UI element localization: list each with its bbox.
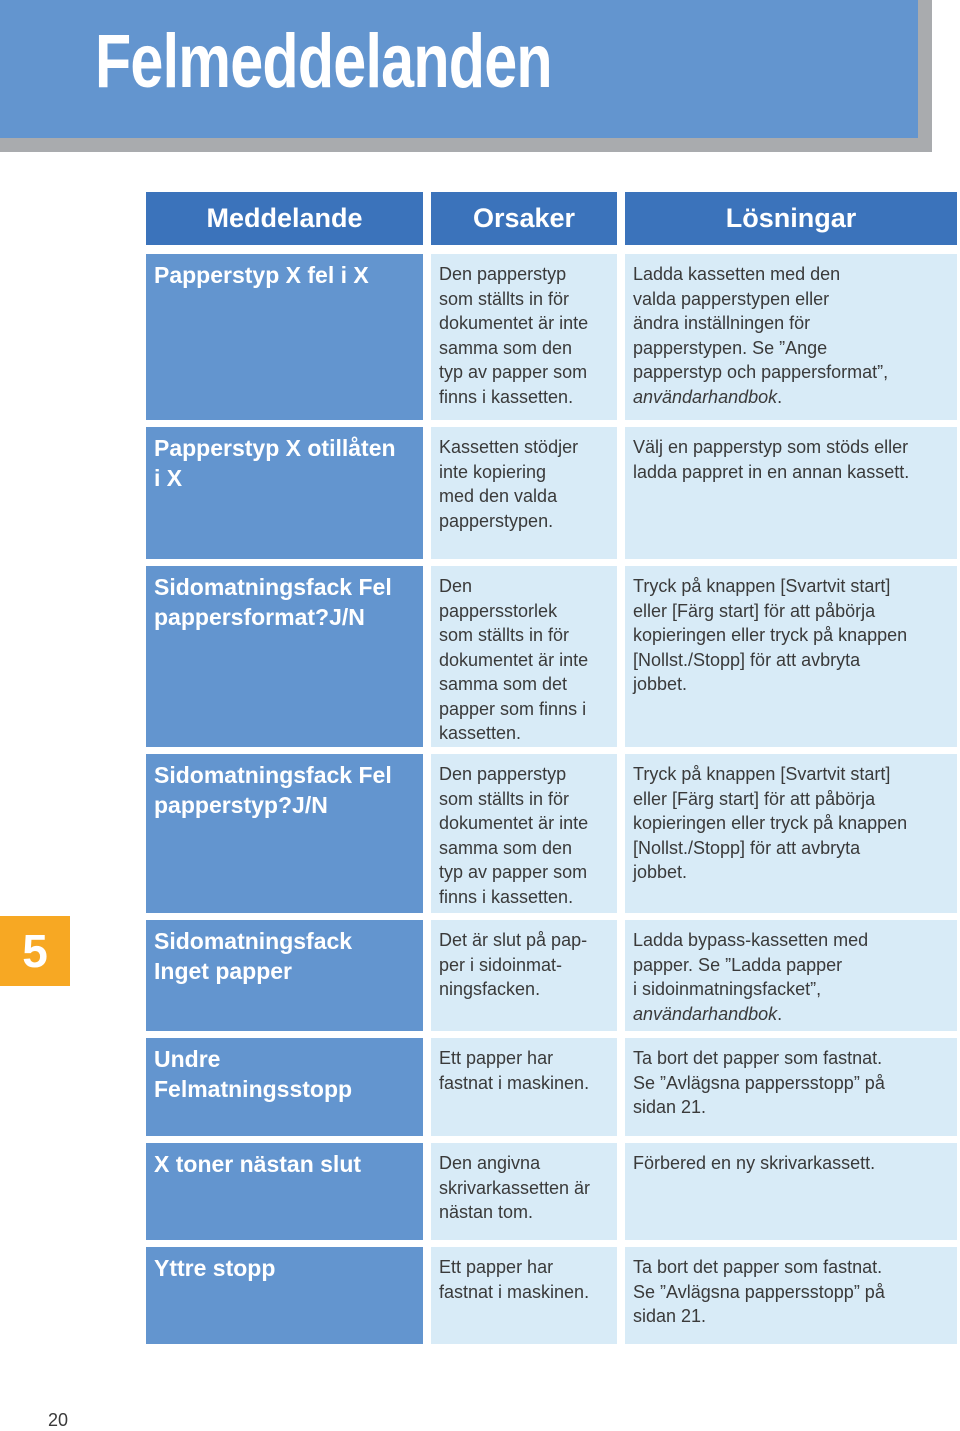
cell-message [146,1038,423,1136]
cell-line: Tryck på knappen [Svartvit start] [633,576,891,596]
cell-line: Ta bort det papper som fastnat. [633,1048,883,1068]
cell-message [146,754,423,913]
page-header-band [0,0,918,138]
cell-message [146,254,423,420]
cell-line: Kassetten stödjer [439,437,579,457]
cell-line: inte kopiering [439,461,547,482]
cell-line: finns i kassetten. [439,386,574,407]
cell-line: Papperstyp X fel i X [154,262,369,288]
cell-line: [Nollst./Stopp] för att avbryta [633,649,861,670]
cell-solution [625,920,957,1031]
cell-line: finns i kassetten. [439,886,574,907]
cell-message [146,1143,423,1240]
cell-line: Ett papper har [439,1048,554,1068]
cell-cause [431,566,617,747]
cell-cause [431,1143,617,1240]
cell-line: samma som den [439,337,573,358]
cell-line: Yttre stopp [154,1255,276,1281]
cell-solution [625,254,957,420]
cell-solution [625,1038,957,1136]
cell-line: Se ”Avlägsna pappersstopp” på [633,1281,885,1302]
cell-line: Den papperstyp [439,764,567,784]
cell-line: kopieringen eller tryck på knappen [633,813,908,833]
cell-line: kassetten. [439,723,522,743]
cell-line: Den papperstyp [439,264,567,284]
cell-line: Den [439,576,473,596]
cell-line: ladda pappret in en annan kassett. [633,461,910,482]
cell-line: papperstyp?J/N [154,792,328,818]
cell-line: typ av papper som [439,362,588,382]
page-title: Felmeddelanden [95,19,552,104]
cell-message [146,427,423,559]
cell-line: valda papperstypen eller [633,288,830,309]
cell-line: fastnat i maskinen. [439,1072,590,1093]
cell-cause [431,1038,617,1136]
cell-line: Se ”Avlägsna pappersstopp” på [633,1072,885,1093]
cell-line: Det är slut på pap- [439,930,588,950]
cell-line: som ställts in för [439,288,570,309]
cell-line: i X [154,465,183,491]
cell-solution [625,1247,957,1344]
cell-cause [431,1247,617,1344]
cell-line: jobbet. [633,674,688,694]
cell-message [146,566,423,747]
cell-solution [625,1143,957,1240]
cell-cause [431,754,617,913]
cell-cause [431,920,617,1031]
cell-line: eller [Färg start] för att påbörja [633,788,876,809]
cell-line: dokumentet är inte [439,649,589,670]
cell-line: Ett papper har [439,1257,554,1277]
cell-line: dokumentet är inte [439,813,589,833]
cell-line: kopieringen eller tryck på knappen [633,625,908,645]
cell-line: papper. Se ”Ladda papper [633,954,843,975]
cell-line: Sidomatningsfack Fel [154,762,392,788]
cell-line: Sidomatningsfack Fel [154,574,392,600]
cell-message [146,1247,423,1344]
cell-line: Ta bort det papper som fastnat. [633,1257,883,1277]
cell-line: Förbered en ny skrivarkassett. [633,1153,876,1173]
cell-line: papperstyp och pappersformat”, [633,362,889,382]
cell-cause [431,427,617,559]
column-header-cause: Orsaker [431,192,617,245]
cell-solution [625,754,957,913]
page-number: 20 [48,1410,69,1430]
cell-line: med den valda [439,486,558,506]
column-header-solution: Lösningar [625,192,957,245]
cell-line: skrivarkassetten är [439,1177,591,1198]
cell-line: nästan tom. [439,1202,534,1222]
cell-cause [431,254,617,420]
cell-line: Tryck på knappen [Svartvit start] [633,764,891,784]
cell-line: [Nollst./Stopp] för att avbryta [633,837,861,858]
cell-line: per i sidoinmat- [439,954,563,975]
manual-reference: användarhandbok [633,386,778,407]
cell-line: som ställts in för [439,625,570,645]
cell-line: Den angivna [439,1153,541,1173]
cell-solution [625,427,957,559]
cell-line: Ladda kassetten med den [633,264,841,284]
cell-line: Felmatningsstopp [154,1076,353,1102]
cell-line [633,385,949,410]
punctuation: . [777,1003,783,1024]
cell-line: som ställts in för [439,788,570,809]
cell-line: Papperstyp X otillåten [154,435,396,461]
manual-reference: användarhandbok [633,1003,778,1024]
cell-line: papperstypen. [439,510,554,531]
cell-solution [625,566,957,747]
cell-line: i sidoinmatningsfacket”, [633,979,822,999]
cell-line: sidan 21. [633,1097,707,1117]
cell-line: dokumentet är inte [439,313,589,333]
cell-line: ningsfacken. [439,979,541,999]
cell-message [146,920,423,1031]
cell-line: Sidomatningsfack [154,928,353,954]
cell-line: jobbet. [633,862,688,882]
cell-line: X toner nästan slut [154,1151,362,1177]
cell-line: pappersformat?J/N [154,604,365,630]
cell-line: Inget papper [154,958,293,984]
cell-line [633,1002,949,1027]
cell-line: Välj en papperstyp som stöds eller [633,437,909,457]
cell-line: papperstypen. Se ”Ange [633,337,828,358]
cell-line: samma som den [439,837,573,858]
cell-line: sidan 21. [633,1306,707,1326]
cell-line: samma som det [439,674,568,694]
cell-line: fastnat i maskinen. [439,1281,590,1302]
cell-line: papper som finns i [439,698,587,719]
cell-line: typ av papper som [439,862,588,882]
cell-line: pappersstorlek [439,600,558,621]
cell-line: Ladda bypass-kassetten med [633,930,869,950]
column-header-message: Meddelande [146,192,423,245]
punctuation: . [777,386,783,407]
chapter-tab: 5 [0,916,70,986]
cell-line: eller [Färg start] för att påbörja [633,600,876,621]
cell-line: Undre [154,1046,221,1072]
cell-line: ändra inställningen för [633,313,811,333]
